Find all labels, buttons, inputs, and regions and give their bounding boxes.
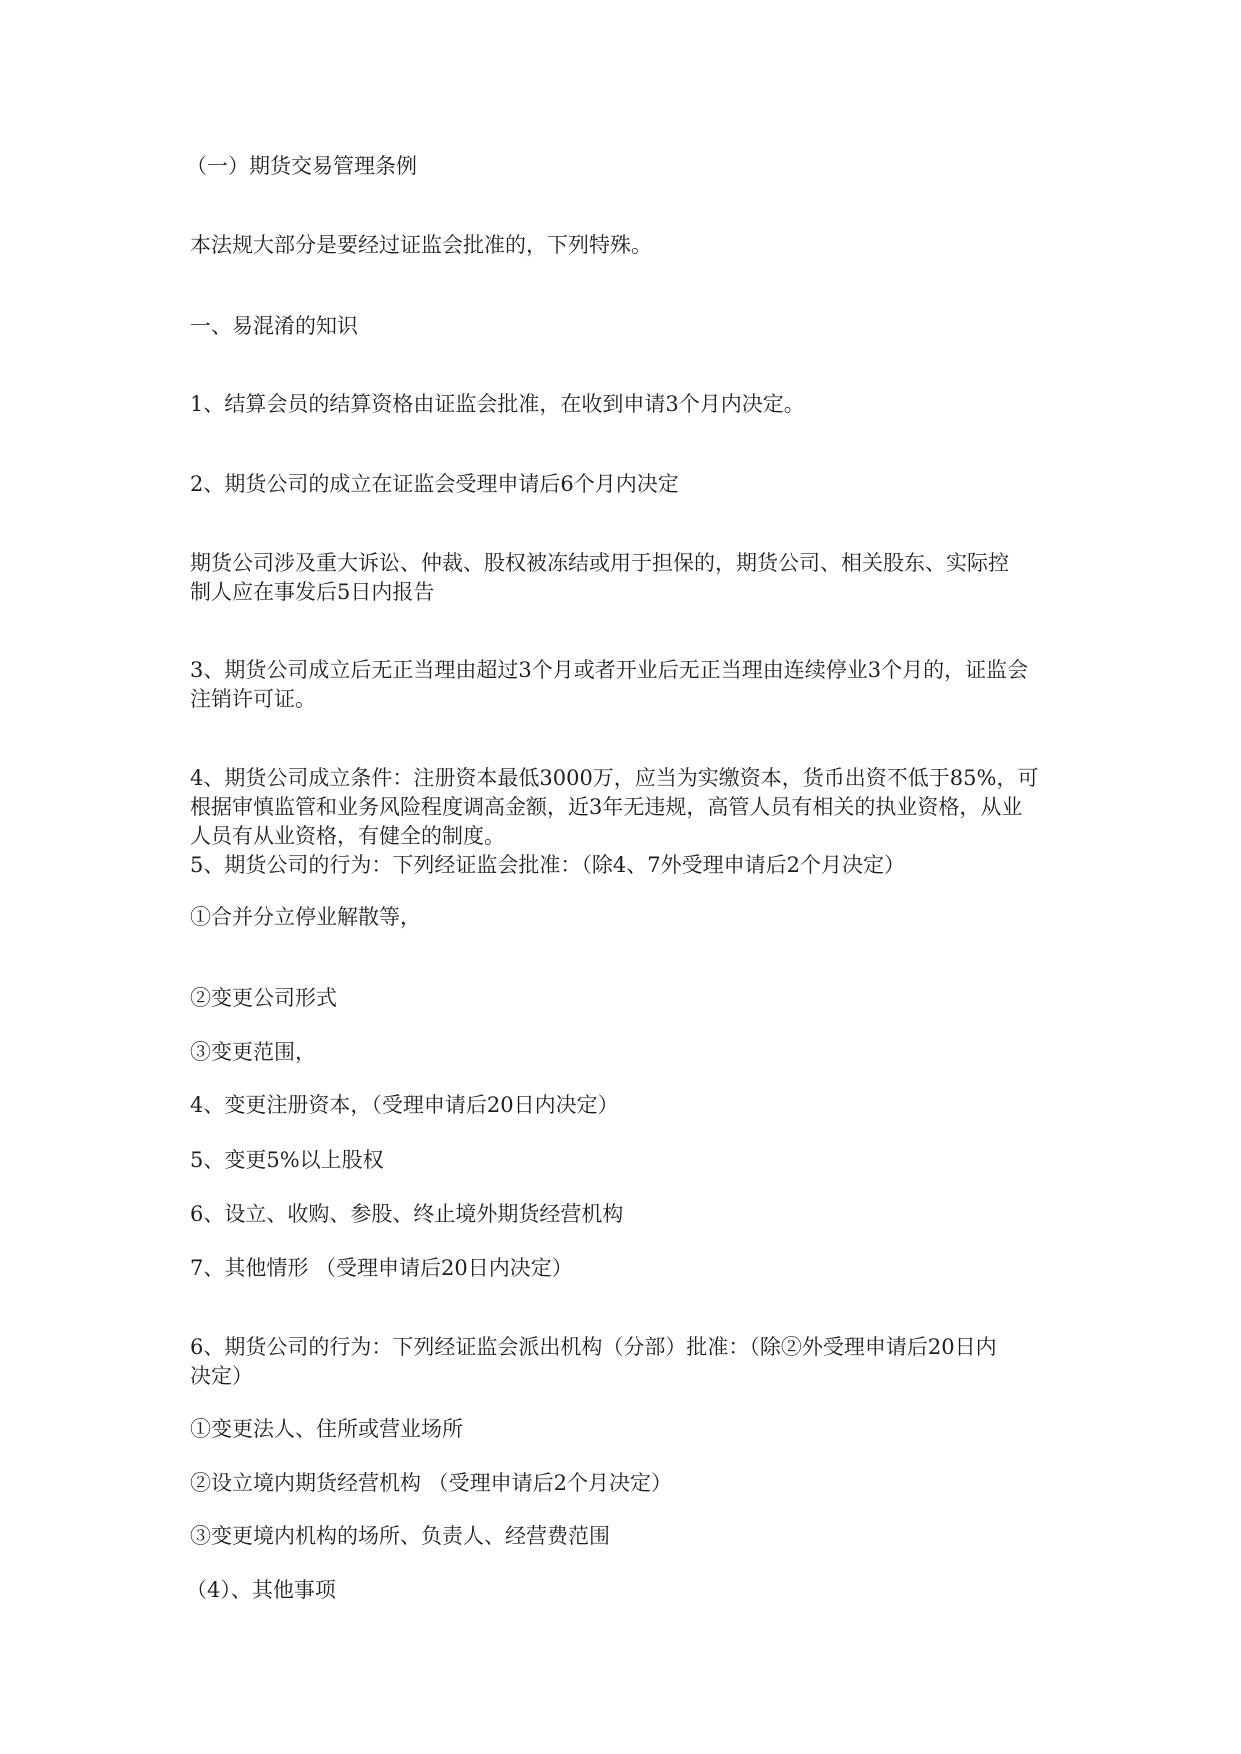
list-item-line: 6、设立、收购、参股、终止境外期货经营机构: [190, 1202, 624, 1226]
list-item: [190, 1146, 1070, 1175]
list-item: [190, 903, 1070, 932]
paragraph-line: 5、期货公司的行为：下列经证监会批准：（除4、7外受理申请后2个月决定）: [190, 853, 905, 877]
item-3-paragraph: [190, 656, 1070, 714]
item-1-paragraph: [190, 390, 1070, 419]
section-title-line: （一）期货交易管理条例: [186, 154, 417, 178]
paragraph-line: 注销许可证。: [190, 687, 316, 711]
intro-line: 本法规大部分是要经过证监会批准的，下列特殊。: [190, 233, 652, 257]
section-title: [186, 152, 1066, 181]
list-item-line: ②设立境内期货经营机构 （受理申请后2个月决定）: [190, 1471, 673, 1495]
item-2-paragraph: [190, 470, 1070, 499]
reporting-paragraph: [190, 549, 1070, 607]
item-6-paragraph: [190, 1333, 1070, 1391]
paragraph-line: 3、期货公司成立后无正当理由超过3个月或者开业后无正当理由连续停业3个月的，证监会: [190, 658, 1029, 682]
list-item-line: （4）、其他事项: [186, 1578, 336, 1602]
paragraph-line: 1、结算会员的结算资格由证监会批准，在收到申请3个月内决定。: [190, 392, 805, 416]
item-5-paragraph: [190, 851, 1070, 880]
paragraph-line: 4、期货公司成立条件：注册资本最低3000万，应当为实缴资本，货币出资不低于85%，可: [190, 766, 1039, 790]
paragraph-line: 人员有从业资格，有健全的制度。: [190, 824, 505, 848]
list-item-line: ③变更范围，: [190, 1040, 316, 1064]
item-4-paragraph: [190, 764, 1070, 851]
list-item: [190, 1254, 1070, 1283]
list-item-line: ③变更境内机构的场所、负责人、经营费范围: [190, 1524, 610, 1548]
paragraph-line: 期货公司涉及重大诉讼、仲裁、股权被冻结或用于担保的，期货公司、相关股东、实际控: [190, 551, 1009, 575]
list-item: [190, 1038, 1070, 1067]
list-item-line: ②变更公司形式: [190, 986, 337, 1010]
intro-paragraph: [190, 231, 1070, 260]
paragraph-line: 2、期货公司的成立在证监会受理申请后6个月内决定: [190, 472, 679, 496]
paragraph-line: 制人应在事发后5日内报告: [190, 580, 435, 604]
list-item: [190, 1415, 1070, 1444]
list-item: [186, 1576, 1066, 1605]
list-item: [190, 1469, 1070, 1498]
list-item-line: 4、变更注册资本，（受理申请后20日内决定）: [190, 1093, 619, 1117]
paragraph-line: 决定）: [190, 1364, 253, 1388]
list-item: [190, 1200, 1070, 1229]
paragraph-line: 6、期货公司的行为：下列经证监会派出机构（分部）批准：（除②外受理申请后20日内: [190, 1335, 997, 1359]
list-item: [190, 1091, 1070, 1120]
list-item: [190, 1522, 1070, 1551]
list-item-line: ①合并分立停业解散等，: [190, 905, 421, 929]
subheading: [190, 312, 1070, 341]
paragraph-line: 根据审慎监管和业务风险程度调高金额，近3年无违规，高管人员有相关的执业资格，从业: [190, 795, 1023, 819]
subheading-line: 一、易混淆的知识: [190, 314, 358, 338]
list-item-line: 5、变更5%以上股权: [190, 1148, 384, 1172]
list-item-line: ①变更法人、住所或营业场所: [190, 1417, 463, 1441]
list-item: [190, 984, 1070, 1013]
list-item-line: 7、其他情形 （受理申请后20日内决定）: [190, 1256, 573, 1280]
